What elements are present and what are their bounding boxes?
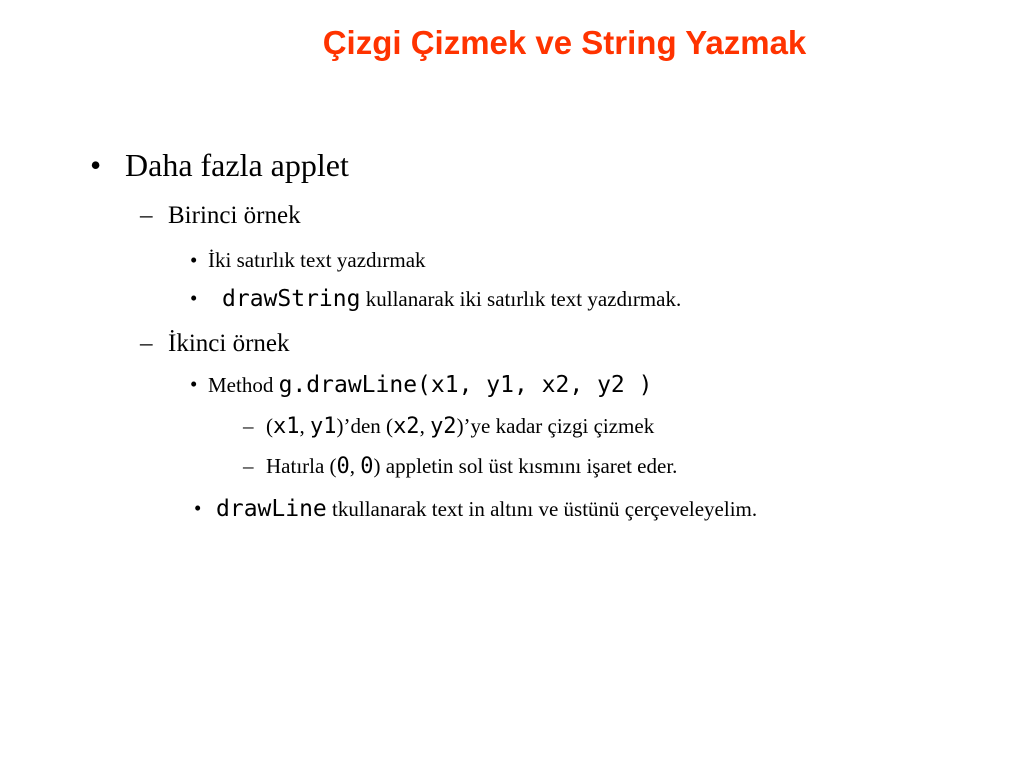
text-part: , xyxy=(349,454,361,478)
code-drawline-signature: g.drawLine(x1, y1, x2, y2 ) xyxy=(278,372,653,398)
bullet-text: İkinci örnek xyxy=(168,330,290,357)
text-part: )’ye kadar çizgi çizmek xyxy=(456,414,655,438)
bullet-text: İki satırlık text yazdırmak xyxy=(208,248,426,272)
bullet-text xyxy=(266,414,654,439)
dash-marker: – xyxy=(243,414,254,438)
bullet-text xyxy=(266,454,677,479)
bullet-marker: • xyxy=(190,372,198,396)
text-part: )’den ( xyxy=(336,414,394,438)
bullet-text: Daha fazla applet xyxy=(125,147,349,183)
code-zero-y: 0 xyxy=(360,454,374,479)
code-x1: x1 xyxy=(273,414,300,439)
text-part: , xyxy=(299,414,310,438)
text-part: ) appletin sol üst kısmını işaret eder. xyxy=(373,454,678,478)
bullet-marker: • xyxy=(194,496,202,520)
slide-title: Çizgi Çizmek ve String Yazmak xyxy=(322,24,807,61)
dash-marker: – xyxy=(140,330,153,357)
text-part: Hatırla ( xyxy=(266,454,337,478)
code-drawstring: drawString xyxy=(222,286,361,312)
bullet-marker: • xyxy=(90,147,102,183)
code-zero-x: 0 xyxy=(336,454,350,479)
text-part: ( xyxy=(266,414,273,438)
dash-marker: – xyxy=(243,454,254,478)
text-part: , xyxy=(419,414,431,438)
dash-marker: – xyxy=(140,202,153,229)
code-x2: x2 xyxy=(393,414,420,439)
bullet-text xyxy=(222,286,681,312)
bullet-text-rest: kullanarak iki satırlık text yazdırmak. xyxy=(360,287,682,311)
code-y1: y1 xyxy=(310,414,337,439)
bullet-marker: • xyxy=(190,248,198,272)
bullet-marker: • xyxy=(190,286,198,310)
bullet-text: Birinci örnek xyxy=(168,202,301,229)
code-y2: y2 xyxy=(430,414,457,439)
bullet-text-rest: tkullanarak text in altını ve üstünü çerçeveleyelim. xyxy=(326,497,758,521)
code-drawline: drawLine xyxy=(216,496,327,522)
bullet-text xyxy=(216,496,757,522)
bullet-text xyxy=(208,372,652,398)
bullet-text-method: Method xyxy=(208,373,279,397)
